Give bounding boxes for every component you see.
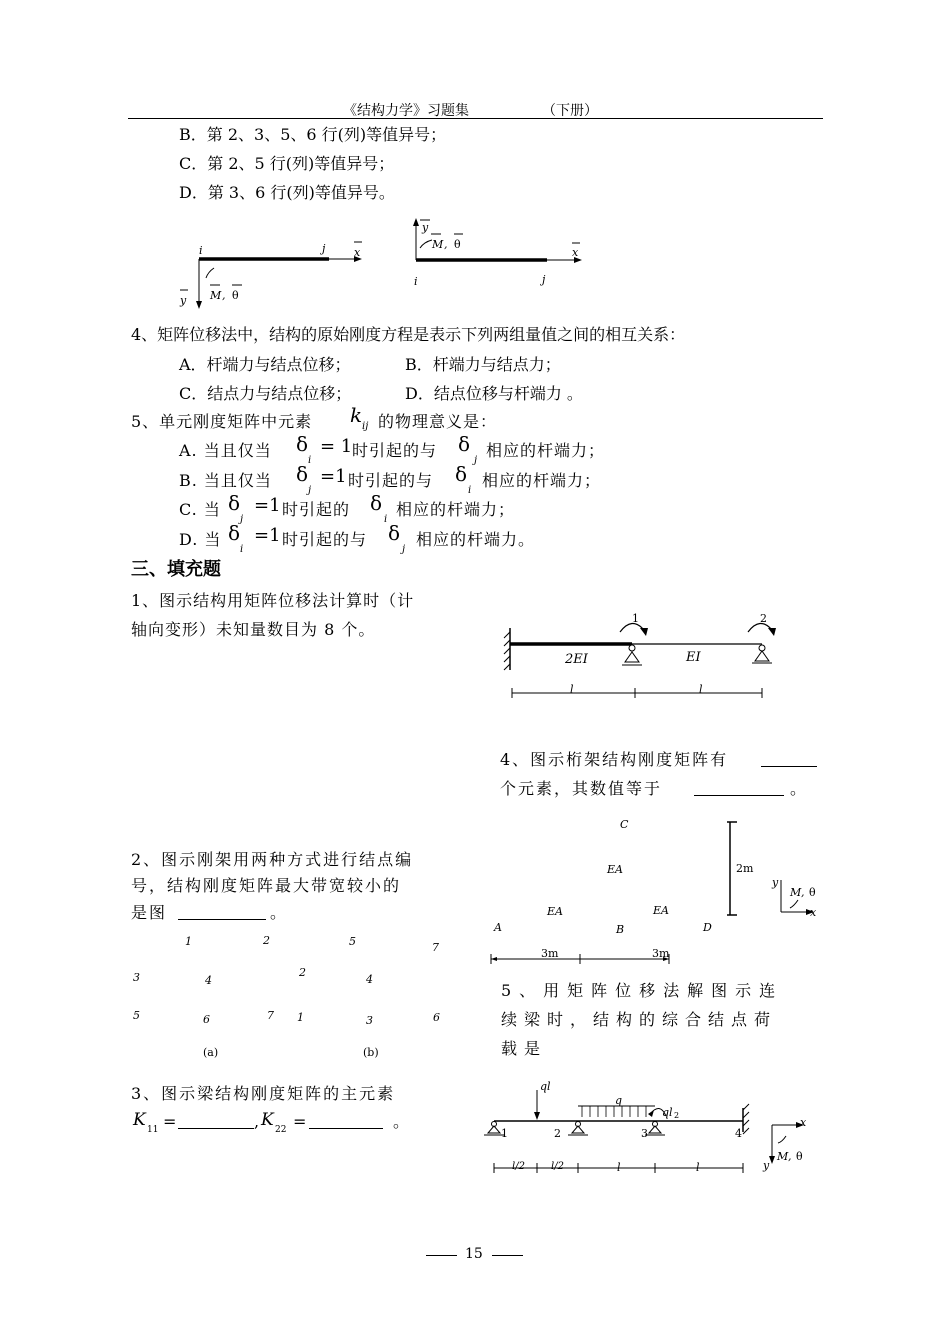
q5-a-mid: 时引起的与 [352, 441, 438, 460]
q5-d-sub-j: j [402, 544, 406, 555]
q5-d-delta: δ [228, 521, 241, 545]
f2-caption-b: (b) [363, 1046, 379, 1059]
f5-node-4: 4 [735, 1127, 742, 1140]
q5-c-sub-i: i [384, 514, 388, 525]
f2-line3a: 是图 [131, 903, 168, 922]
q5-c-post: 相应的杆端力； [396, 500, 516, 519]
f4-ea-3: EA [653, 904, 669, 917]
f2-a-node-5: 5 [133, 1009, 140, 1022]
q5-a-post: 相应的杆端力； [486, 441, 606, 460]
f5-node-1: 1 [501, 1127, 508, 1140]
f4-coord-x: x [810, 906, 817, 919]
f2-a-node-1: 1 [185, 935, 192, 948]
coord-right-y: y [422, 221, 429, 234]
f5-coord-y: y [763, 1159, 770, 1172]
f4-node-d: D [703, 921, 712, 934]
f4-node-c: C [620, 818, 629, 831]
f3-comma: , [254, 1112, 260, 1131]
f4-ea-1: EA [607, 863, 623, 876]
f3-blank-k22[interactable] [309, 1114, 383, 1129]
q5-k-symbol: k [350, 403, 363, 427]
q4-option-b: B．杆端力与结点力； [405, 355, 561, 374]
f5-ql: ql [540, 1080, 551, 1093]
f4-ea-2: EA [547, 905, 563, 918]
q5-k-sub: ij [362, 421, 369, 432]
header-volume: （下册） [542, 103, 598, 119]
q5-b-sub-j: j [308, 485, 312, 496]
f5-dim-1: l/2 [512, 1161, 525, 1172]
f2-b-node-4: 4 [366, 973, 373, 986]
q4-stem: 4、矩阵位移法中，结构的原始刚度方程是表示下列两组量值之间的相互关系： [131, 325, 686, 344]
f4-coord-y: y [772, 876, 779, 889]
q4-option-c: C．结点力与结点位移； [179, 384, 352, 403]
q5-c-mid: 时引起的 [282, 500, 351, 519]
q5-a-delta: δ [296, 432, 309, 456]
f1-ei: EI [686, 650, 701, 665]
f4-width-1: 3m [541, 947, 559, 960]
q5-d-post: 相应的杆端力。 [416, 530, 536, 549]
f4-node-a: A [494, 921, 502, 934]
f3-end: 。 [393, 1112, 410, 1131]
section-title: 三、填充题 [131, 559, 221, 580]
coord-right-theta: θ [454, 238, 461, 251]
f2-b-node-5: 5 [349, 935, 356, 948]
f5-line2: 续梁时，结构的综合结点荷 [501, 1010, 778, 1029]
q5-c-delta2: δ [370, 491, 383, 515]
f5-coord-sep: , [788, 1150, 792, 1163]
coord-left-y: y [180, 294, 187, 307]
f4-line1: 4、图示桁架结构刚度矩阵有 [500, 750, 729, 769]
f2-b-node-1: 1 [297, 1011, 304, 1024]
q5-c-pre: C. 当 [179, 500, 221, 519]
f3-k22-sub: 22 [275, 1125, 287, 1135]
q5-b-delta: δ [296, 462, 309, 486]
f5-coord-theta: θ [796, 1150, 803, 1163]
coord-right-j: j [542, 273, 546, 286]
f2-a-node-7: 7 [267, 1009, 274, 1022]
f5-q: q [615, 1094, 623, 1107]
coord-right-m: M [432, 238, 444, 251]
q4-option-d: D．结点位移与杆端力 。 [405, 384, 583, 403]
f4-line2b: 。 [790, 779, 807, 798]
q5-b-pre: B. 当且仅当 [179, 471, 272, 490]
q4-option-a: A．杆端力与结点位移； [179, 355, 351, 374]
f1-node-1: 1 [632, 612, 639, 625]
f1-line1: 1、图示结构用矩阵位移法计算时（计 [131, 591, 415, 610]
f5-dim-2: l/2 [551, 1161, 564, 1172]
f1-node-2: 2 [760, 612, 767, 625]
q5-d-mid: 时引起的与 [282, 530, 368, 549]
q5-d-pre: D. 当 [179, 530, 222, 549]
f5-ql2: ql [662, 1106, 673, 1119]
q5-stem-post: 的物理意义是： [378, 412, 498, 431]
f4-line2a: 个元素，其数值等于 [500, 779, 663, 798]
f2-line3b: 。 [270, 903, 287, 922]
q5-d-sub-i: i [240, 544, 244, 555]
coord-left-x: x [354, 246, 361, 259]
f4-height: 2m [736, 862, 754, 875]
f4-width-2: 3m [652, 947, 670, 960]
f2-a-node-6: 6 [203, 1013, 210, 1026]
f2-a-node-2: 2 [263, 934, 270, 947]
mc-option-b: B．第 2、3、5、6 行(列)等值异号； [179, 125, 447, 144]
mc-option-d: D．第 3、6 行(列)等值异号。 [179, 183, 395, 202]
f2-caption-a: (a) [203, 1046, 219, 1059]
f5-dim-4: l [696, 1161, 700, 1174]
f3-k22: K [261, 1110, 274, 1130]
q5-b-delta2: δ [455, 462, 468, 486]
f1-dim-l1: l [570, 683, 574, 696]
f4-coord-theta: θ [809, 886, 816, 899]
f3-blank-k11[interactable] [178, 1114, 254, 1129]
q5-b-sub-i: i [468, 485, 472, 496]
f2-a-node-3: 3 [133, 971, 140, 984]
coord-right-i: i [414, 275, 418, 288]
q5-b-eq: =1 [320, 466, 347, 487]
f4-coord-sep: , [801, 886, 805, 899]
f2-line2: 号，结构刚度矩阵最大带宽较小的 [131, 876, 402, 895]
f5-coord-x: x [800, 1116, 807, 1129]
q5-c-eq: =1 [254, 495, 281, 516]
q5-d-delta2: δ [388, 521, 401, 545]
f3-k11: K [133, 1110, 146, 1130]
f4-coord-m: M [790, 886, 802, 899]
coord-right-sep: , [444, 238, 448, 251]
q5-a-sub-j: j [474, 455, 478, 466]
mc-option-c: C．第 2、5 行(列)等值异号； [179, 154, 395, 173]
coord-left-i: i [199, 244, 203, 257]
coord-right-x: x [572, 246, 579, 259]
q5-d-eq: =1 [254, 525, 281, 546]
f1-2ei: 2EI [565, 652, 588, 667]
q5-a-eq: = 1 [320, 436, 353, 457]
f3-eq1: = [163, 1112, 177, 1131]
f2-line1: 2、图示刚架用两种方式进行结点编 [131, 850, 414, 869]
f3-k11-sub: 11 [147, 1125, 159, 1135]
coord-left-j: j [322, 242, 326, 255]
f5-dim-3: l [617, 1161, 621, 1174]
q5-b-mid: 时引起的与 [348, 471, 434, 490]
f5-node-3: 3 [641, 1127, 648, 1140]
footer-dash-left [426, 1255, 457, 1256]
q5-b-post: 相应的杆端力； [482, 471, 602, 490]
f2-b-node-2: 2 [299, 966, 306, 979]
f2-b-node-6: 6 [433, 1011, 440, 1024]
q5-c-delta: δ [228, 491, 241, 515]
coord-left-sep: , [222, 289, 226, 302]
f5-ql2-sub: 2 [674, 1111, 680, 1120]
coord-left-theta: θ [232, 289, 239, 302]
q5-a-pre: A. 当且仅当 [179, 441, 272, 460]
f2-a-node-4: 4 [205, 974, 212, 987]
f5-line3: 载是 [501, 1039, 548, 1058]
f5-line1: 5、用矩阵位移法解图示连 [501, 981, 784, 1000]
q5-a-sub-i: i [308, 455, 312, 466]
f1-dim-l2: l [699, 683, 703, 696]
q5-c-sub-j: j [240, 514, 244, 525]
f3-line1: 3、图示梁结构刚度矩阵的主元素 [131, 1084, 396, 1103]
f1-line2: 轴向变形）未知量数目为 8 个。 [131, 620, 376, 639]
q5-stem-pre: 5、单元刚度矩阵中元素 [131, 412, 313, 431]
page-number: 15 [465, 1246, 483, 1262]
f2-b-node-7: 7 [432, 941, 439, 954]
f3-eq2: = [293, 1112, 307, 1131]
f5-coord-m: M [777, 1150, 789, 1163]
f4-node-b: B [616, 923, 625, 936]
q5-a-delta2: δ [458, 432, 471, 456]
header-title: 《结构力学》习题集 [343, 103, 469, 119]
f2-b-node-3: 3 [366, 1014, 373, 1027]
coord-left-m: M [210, 289, 222, 302]
f5-node-2: 2 [554, 1127, 561, 1140]
footer-dash-right [492, 1255, 523, 1256]
